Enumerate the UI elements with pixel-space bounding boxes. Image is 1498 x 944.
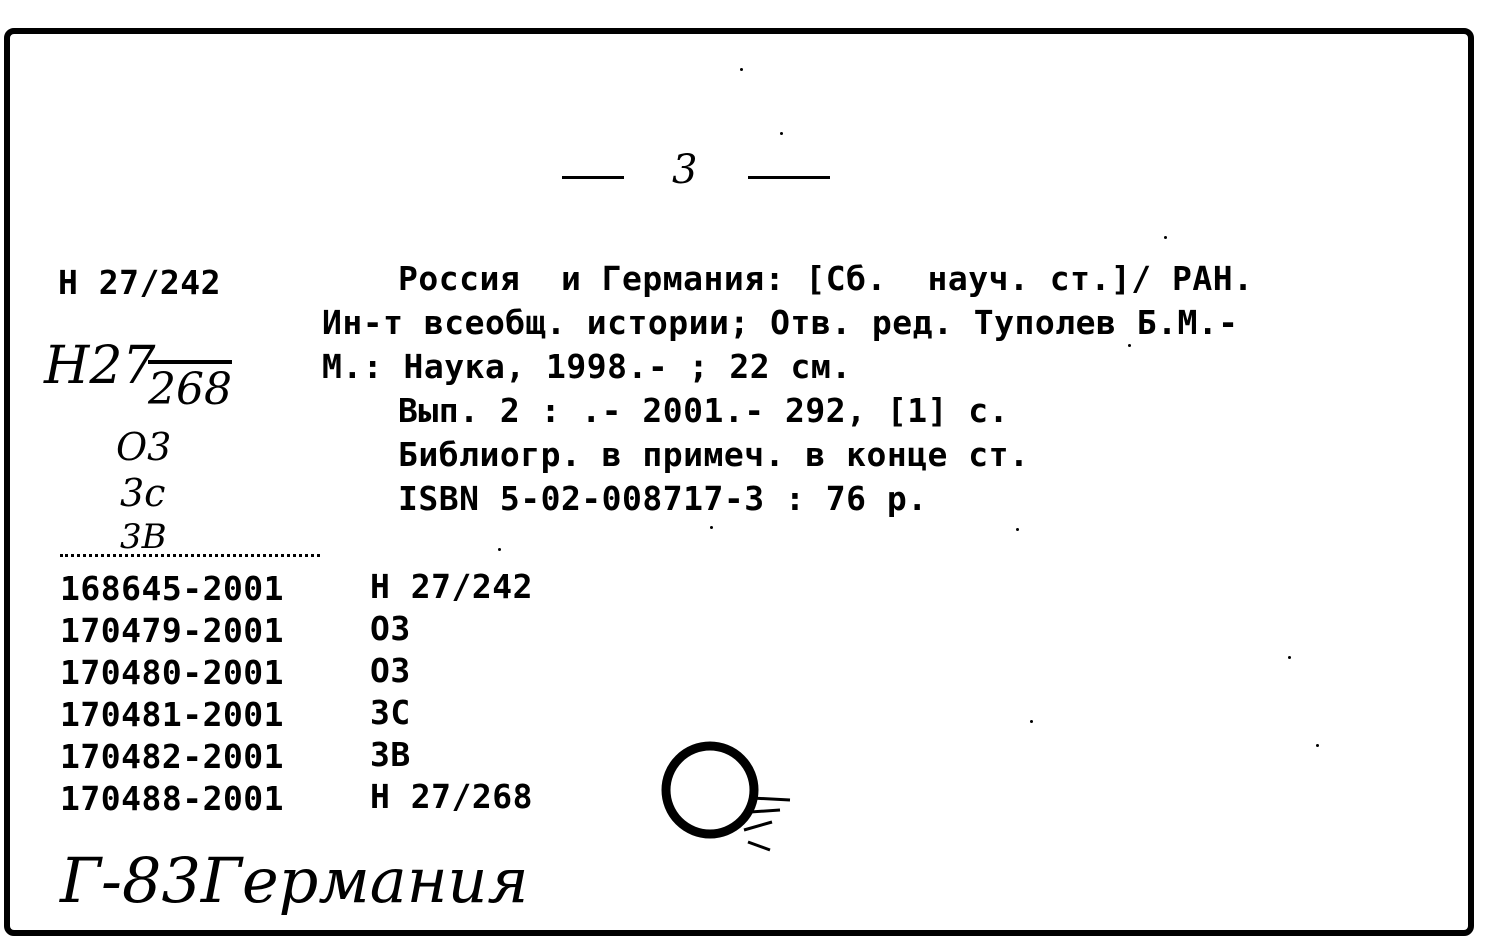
scan-speck (498, 548, 501, 551)
description-line-2: Ин-т всеобщ. истории; Отв. ред. Туполев Б.М.- (322, 303, 1239, 342)
handwritten-call-number-suffix: 268 (148, 364, 232, 415)
holding-inventory-6: 170488-2001 (60, 779, 285, 818)
description-line-3: М.: Наука, 1998.- ; 22 см. (322, 347, 852, 386)
scan-speck (780, 132, 783, 135)
scan-speck (740, 68, 743, 71)
handwritten-location-2: 3c (120, 471, 166, 515)
scan-speck (1016, 528, 1019, 531)
description-line-1: Россия и Германия: [Сб. науч. ст.]/ РАН. (398, 259, 1254, 298)
holding-location-2: ОЗ (370, 609, 411, 648)
page-number: 3 (672, 147, 698, 193)
scan-speck (1316, 744, 1319, 747)
scan-speck (1164, 236, 1167, 239)
handwritten-subject: Г-83Германия (60, 844, 529, 917)
description-line-5: Библиогр. в примеч. в конце ст. (398, 435, 1030, 474)
handwritten-location-1: O3 (116, 425, 172, 469)
holding-location-3: ОЗ (370, 651, 411, 690)
holding-inventory-3: 170480-2001 (60, 653, 285, 692)
description-line-4: Вып. 2 : .- 2001.- 292, [1] с. (398, 391, 1010, 430)
holding-location-6: Н 27/268 (370, 777, 533, 816)
handwritten-location-3: 3B (120, 517, 167, 557)
holding-location-4: ЗС (370, 693, 411, 732)
scan-speck (1030, 720, 1033, 723)
holding-inventory-4: 170481-2001 (60, 695, 285, 734)
holding-location-5: ЗВ (370, 735, 411, 774)
handwritten-call-number: H27 (44, 336, 156, 396)
holding-inventory-1: 168645-2001 (60, 569, 285, 608)
description-line-6: ISBN 5-02-008717-3 : 76 р. (398, 479, 928, 518)
holding-inventory-2: 170479-2001 (60, 611, 285, 650)
scan-speck (1128, 344, 1131, 347)
scan-speck (1288, 656, 1291, 659)
holding-inventory-5: 170482-2001 (60, 737, 285, 776)
scan-speck (710, 526, 713, 529)
call-number: H 27/242 (58, 263, 221, 302)
holding-location-1: Н 27/242 (370, 567, 533, 606)
